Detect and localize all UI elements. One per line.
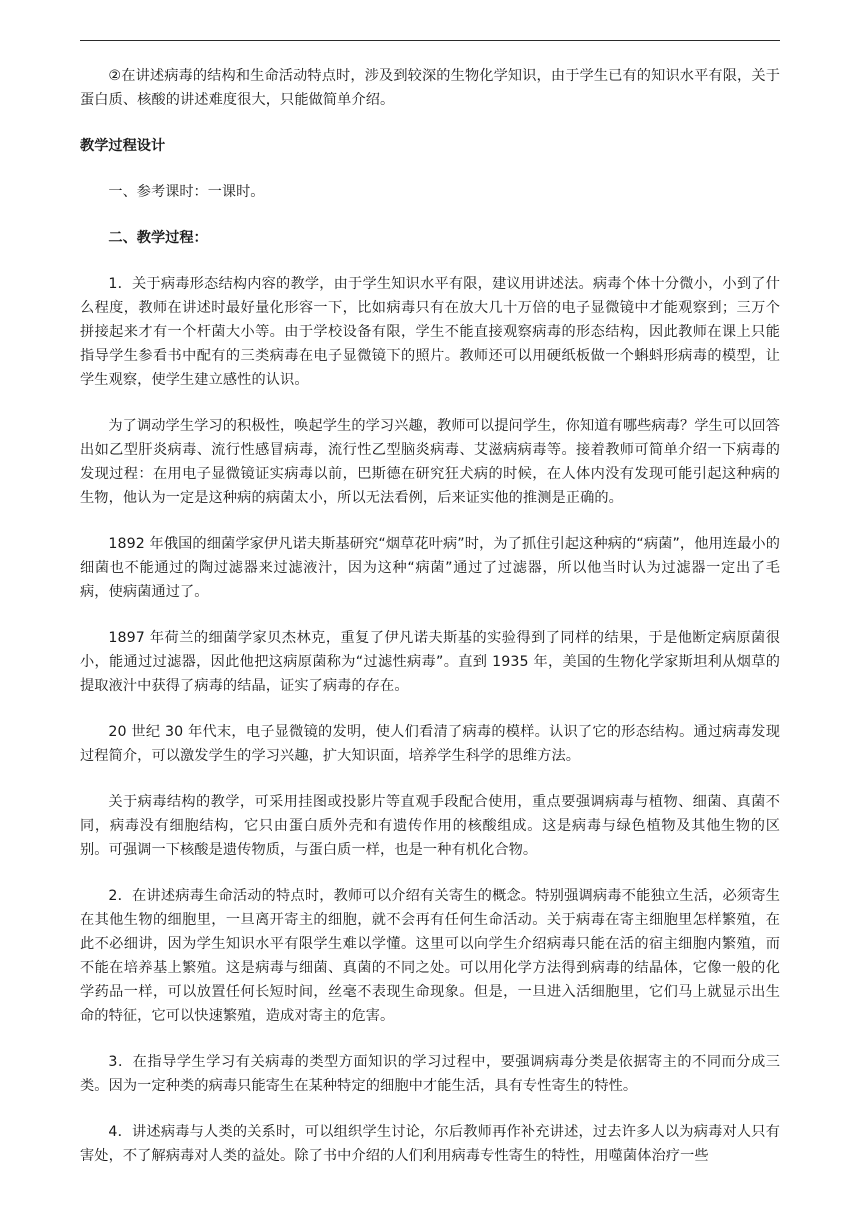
section-heading: 教学过程设计 — [80, 138, 166, 154]
paragraph-5: 20 世纪 30 年代末，电子显微镜的发明，使人们看清了病毒的模样。认识了它的形态结构。通过病毒发现过程简介，可以激发学生的学习兴趣，扩大知识面，培养学生科学的思维方法。 — [80, 724, 780, 764]
paragraph-2: 为了调动学生学习的积极性，唤起学生的学习兴趣，教师可以提问学生，你知道有哪些病毒？学生可以回答出如乙型肝炎病毒、流行性感冒病毒，流行性乙型脑炎病毒、艾滋病病毒等。接着教师可简单介绍一下病毒的发现过程：在用电子显微镜证实病毒以前，巴斯德在研究狂犬病的时候，在人体内没有发现可能引起这种病的生物，他认为一定是这种病的病菌太小，所以无法看例，后来证实他的推测是正确的。 — [80, 418, 780, 506]
intro-paragraph: ②在讲述病毒的结构和生命活动特点时，涉及到较深的生物化学知识，由于学生已有的知识水平有限，关于蛋白质、核酸的讲述难度很大，只能做简单介绍。 — [80, 68, 780, 108]
paragraph-1: 1．关于病毒形态结构内容的教学，由于学生知识水平有限，建议用讲述法。病毒个体十分微小，小到了什么程度，教师在讲述时最好量化形容一下，比如病毒只有在放大几十万倍的电子显微镜中才能观察到；三万个拼接起来才有一个杆菌大小等。由于学校设备有限，学生不能直接观察病毒的形态结构，因此教师在课上只能指导学生参看书中配有的三类病毒在电子显微镜下的照片。教师还可以用硬纸板做一个蝌蚪形病毒的模型，让学生观察，使学生建立感性的认识。 — [80, 276, 780, 388]
paragraph-6: 关于病毒结构的教学，可采用挂图或投影片等直观手段配合使用，重点要强调病毒与植物、细菌、真菌不同，病毒没有细胞结构，它只由蛋白质外壳和有遗传作用的核酸组成。这是病毒与绿色植物及其他生物的区别。可强调一下核酸是遗传物质，与蛋白质一样，也是一种有机化合物。 — [80, 794, 780, 858]
header-rule — [80, 40, 780, 41]
teaching-process-item: 二、教学过程： — [108, 230, 208, 246]
class-hours-item: 一、参考课时：一课时。 — [108, 184, 265, 200]
paragraph-9: 4．讲述病毒与人类的关系时，可以组织学生讨论，尔后教师再作补充讲述，过去许多人以为病毒对人只有害处，不了解病毒对人类的益处。除了书中介绍的人们利用病毒专性寄生的特性，用噬菌体治疗一些 — [80, 1124, 780, 1164]
paragraph-8: 3．在指导学生学习有关病毒的类型方面知识的学习过程中，要强调病毒分类是依据寄主的不同而分成三类。因为一定种类的病毒只能寄生在某种特定的细胞中才能生活，具有专性寄生的特性。 — [80, 1054, 780, 1094]
paragraph-4: 1897 年荷兰的细菌学家贝杰林克，重复了伊凡诺夫斯基的实验得到了同样的结果，于是他断定病原菌很小，能通过过滤器，因此他把这病原菌称为“过滤性病毒”。直到 1935 年，美国的生物化学家斯坦利从烟草的提取液汁中获得了病毒的结晶，证实了病毒的存在。 — [80, 630, 780, 694]
document-body — [80, 64, 780, 1190]
paragraph-3: 1892 年俄国的细菌学家伊凡诺夫斯基研究“烟草花叶病”时，为了抓住引起这种病的“病菌”，他用连最小的细菌也不能通过的陶过滤器来过滤液汁，因为这种“病菌”通过了过滤器，所以他当时认为过滤器一定出了毛病，使病菌通过了。 — [80, 536, 780, 600]
paragraph-7: 2．在讲述病毒生命活动的特点时，教师可以介绍有关寄生的概念。特别强调病毒不能独立生活，必须寄生在其他生物的细胞里，一旦离开寄主的细胞，就不会再有任何生命活动。关于病毒在寄主细胞里怎样繁殖，在此不必细讲，因为学生知识水平有限学生难以学懂。这里可以向学生介绍病毒只能在活的宿主细胞内繁殖，而不能在培养基上繁殖。这是病毒与细菌、真菌的不同之处。可以用化学方法得到病毒的结晶体，它像一般的化学药品一样，可以放置任何长短时间，丝毫不表现生命现象。但是，一旦进入活细胞里，它们马上就显示出生命的特征，它可以快速繁殖，造成对寄主的危害。 — [80, 888, 780, 1024]
